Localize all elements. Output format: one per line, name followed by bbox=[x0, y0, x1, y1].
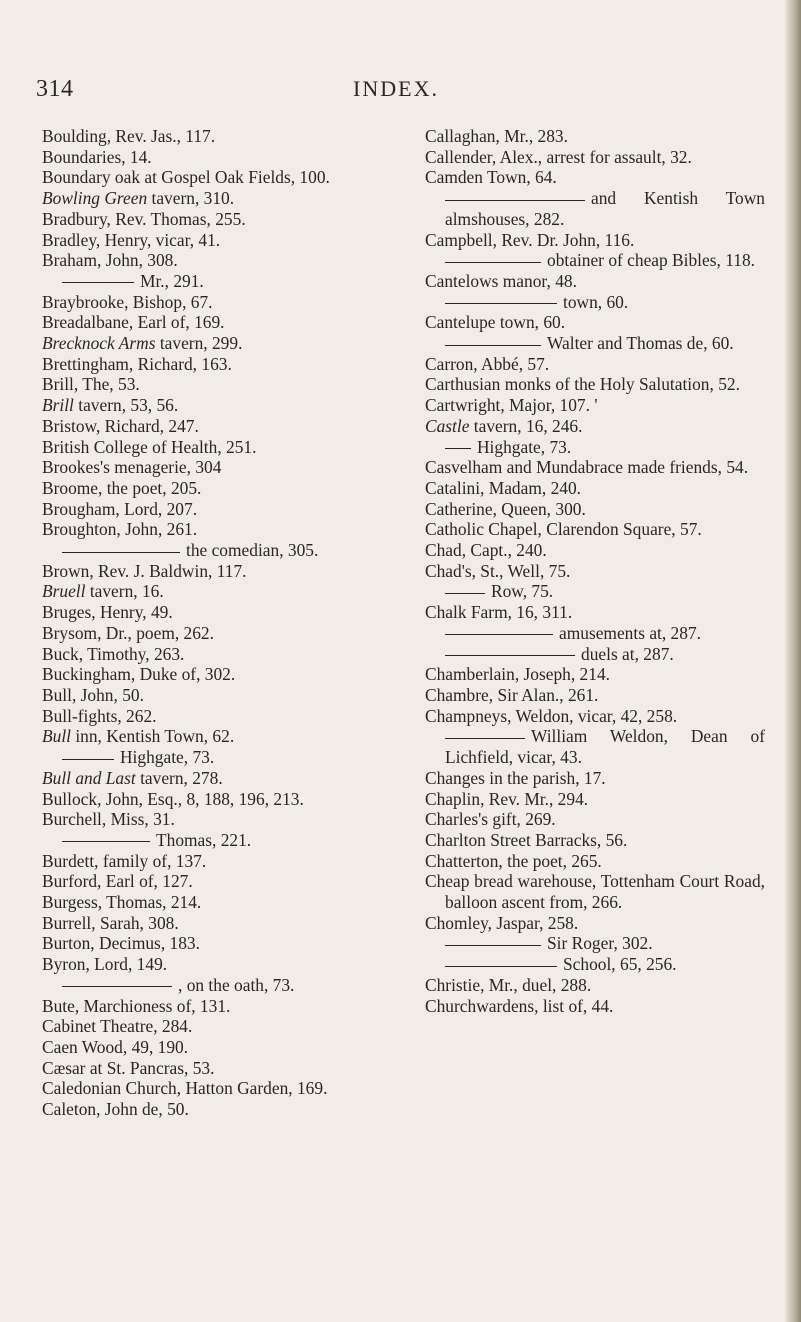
entry-text: Brill, The, 53. bbox=[42, 374, 140, 395]
index-entry bbox=[425, 726, 765, 767]
ditto-dash bbox=[445, 262, 541, 263]
index-entry bbox=[425, 499, 765, 520]
entry-text: Burchell, Miss, 31. bbox=[42, 809, 175, 830]
entry-text: Callaghan, Mr., 283. bbox=[425, 126, 568, 146]
index-entry bbox=[42, 312, 400, 333]
entry-text: amusements at, 287. bbox=[559, 622, 701, 643]
index-entry bbox=[42, 374, 400, 395]
page-header bbox=[36, 76, 756, 106]
entry-text: Broome, the poet, 205. bbox=[42, 477, 202, 498]
index-entry bbox=[42, 726, 400, 747]
index-entry bbox=[42, 644, 400, 665]
entry-text: Bradbury, Rev. Thomas, 255. bbox=[42, 208, 246, 229]
index-entry bbox=[425, 561, 765, 582]
index-entry bbox=[42, 354, 400, 375]
entry-text: Bull, John, 50. bbox=[42, 684, 144, 705]
entry-text: , on the oath, 73. bbox=[178, 974, 295, 995]
index-entry bbox=[425, 975, 765, 996]
ditto-dash bbox=[445, 945, 541, 946]
index-entry bbox=[425, 416, 765, 437]
entry-text: duels at, 287. bbox=[581, 643, 674, 664]
index-entry bbox=[425, 809, 765, 830]
entry-text: Charlton Street Barracks, 56. bbox=[425, 829, 628, 850]
index-entry bbox=[42, 602, 400, 623]
index-entry bbox=[42, 996, 400, 1017]
ditto-dash bbox=[445, 966, 557, 967]
index-entry bbox=[42, 664, 400, 685]
entry-text: Caledonian Church, Hatton Garden, 169. bbox=[42, 1078, 328, 1099]
index-entry bbox=[425, 768, 765, 789]
entry-text: Bull-fights, 262. bbox=[42, 705, 157, 726]
page-number: 314 bbox=[36, 76, 74, 102]
index-entry bbox=[42, 147, 400, 168]
entry-text: Brysom, Dr., poem, 262. bbox=[42, 622, 214, 643]
ditto-dash bbox=[445, 345, 541, 346]
entry-text: Mr., 291. bbox=[140, 270, 204, 291]
index-column-right bbox=[425, 126, 765, 1016]
entry-text: Breadalbane, Earl of, 169. bbox=[42, 312, 225, 333]
ditto-dash bbox=[62, 841, 150, 842]
index-entry bbox=[425, 457, 765, 478]
index-entry bbox=[425, 706, 765, 727]
ditto-dash bbox=[445, 448, 471, 449]
entry-text: Carron, Abbé, 57. bbox=[425, 353, 550, 374]
entry-text: Chomley, Jaspar, 258. bbox=[425, 912, 579, 933]
entry-text: Carthusian monks of the Holy Salutation, 52. bbox=[425, 374, 740, 395]
index-entry bbox=[42, 933, 400, 954]
entry-text: Chatterton, the poet, 265. bbox=[425, 850, 602, 871]
entry-text: tavern, 310. bbox=[147, 188, 235, 209]
index-entry bbox=[42, 913, 400, 934]
index-entry bbox=[42, 1078, 400, 1099]
index-entry bbox=[42, 126, 400, 147]
entry-text: the comedian, 305. bbox=[186, 540, 319, 561]
index-entry bbox=[42, 395, 400, 416]
index-entry bbox=[425, 354, 765, 375]
index-entry bbox=[42, 519, 400, 540]
entry-text: Boundaries, 14. bbox=[42, 146, 152, 167]
index-entry bbox=[42, 975, 400, 996]
entry-text: and Kentish Town almshouses, 282. bbox=[445, 188, 765, 229]
index-entry bbox=[425, 540, 765, 561]
index-entry bbox=[425, 271, 765, 292]
entry-text: tavern, 278. bbox=[135, 767, 223, 788]
entry-text: Bradley, Henry, vicar, 41. bbox=[42, 229, 221, 250]
entry-text: Camden Town, 64. bbox=[425, 167, 557, 188]
entry-text: Boundary oak at Gospel Oak Fields, 100. bbox=[42, 167, 330, 188]
entry-text: Brettingham, Richard, 163. bbox=[42, 353, 232, 374]
entry-text: Caleton, John de, 50. bbox=[42, 1099, 189, 1120]
index-entry bbox=[425, 374, 765, 395]
index-entry bbox=[42, 1037, 400, 1058]
index-entry bbox=[42, 561, 400, 582]
index-entry bbox=[42, 851, 400, 872]
entry-text: Brookes's menagerie, 304 bbox=[42, 457, 222, 478]
entry-text: Bute, Marchioness of, 131. bbox=[42, 995, 231, 1016]
index-entry bbox=[425, 126, 765, 147]
entry-text: Boulding, Rev. Jas., 117. bbox=[42, 126, 216, 146]
index-entry bbox=[42, 871, 400, 892]
entry-text: Chalk Farm, 16, 311. bbox=[425, 602, 573, 623]
entry-text: inn, Kentish Town, 62. bbox=[70, 726, 235, 747]
index-entry bbox=[42, 685, 400, 706]
entry-text: Cæsar at St. Pancras, 53. bbox=[42, 1057, 215, 1078]
ditto-dash bbox=[445, 593, 485, 594]
index-entry bbox=[42, 271, 400, 292]
index-entry bbox=[42, 540, 400, 561]
entry-text: Bruges, Henry, 49. bbox=[42, 602, 173, 623]
index-entry bbox=[42, 1016, 400, 1037]
entry-text: tavern, 16. bbox=[85, 581, 164, 602]
index-entry bbox=[425, 312, 765, 333]
index-entry bbox=[425, 644, 765, 665]
entry-text: Byron, Lord, 149. bbox=[42, 954, 168, 975]
entry-text: Highgate, 73. bbox=[120, 747, 215, 768]
ditto-dash bbox=[62, 552, 180, 553]
ditto-dash bbox=[62, 759, 114, 760]
entry-italic-name: Bull and Last bbox=[42, 767, 136, 788]
index-entry bbox=[42, 478, 400, 499]
entry-text: Burrell, Sarah, 308. bbox=[42, 912, 179, 933]
entry-text: Campbell, Rev. Dr. John, 116. bbox=[425, 229, 635, 250]
entry-text: Chad, Capt., 240. bbox=[425, 540, 547, 561]
entry-text: Charles's gift, 269. bbox=[425, 809, 556, 830]
index-entry bbox=[425, 230, 765, 251]
index-entry bbox=[425, 996, 765, 1017]
index-entry bbox=[42, 830, 400, 851]
entry-text: Catholic Chapel, Clarendon Square, 57. bbox=[425, 519, 702, 540]
entry-italic-name: Brecknock Arms bbox=[42, 333, 156, 354]
index-entry bbox=[425, 851, 765, 872]
entry-italic-name: Bull bbox=[42, 726, 71, 747]
entry-text: Brown, Rev. J. Baldwin, 117. bbox=[42, 560, 247, 581]
index-entry bbox=[42, 230, 400, 251]
index-entry bbox=[425, 333, 765, 354]
index-entry bbox=[425, 292, 765, 313]
entry-text: Walter and Thomas de, 60. bbox=[547, 333, 734, 354]
entry-text: Christie, Mr., duel, 288. bbox=[425, 974, 592, 995]
entry-text: Catherine, Queen, 300. bbox=[425, 498, 586, 519]
index-entry bbox=[425, 789, 765, 810]
entry-text: Cantelows manor, 48. bbox=[425, 270, 577, 291]
entry-text: town, 60. bbox=[563, 291, 629, 312]
entry-text: Bristow, Richard, 247. bbox=[42, 415, 199, 436]
index-entry bbox=[42, 706, 400, 727]
entry-text: tavern, 16, 246. bbox=[469, 415, 583, 436]
index-entry bbox=[425, 581, 765, 602]
index-entry bbox=[42, 789, 400, 810]
entry-text: Braybrooke, Bishop, 67. bbox=[42, 291, 213, 312]
ditto-dash bbox=[445, 200, 585, 201]
entry-text: Cantelupe town, 60. bbox=[425, 312, 566, 333]
index-entry bbox=[42, 457, 400, 478]
index-entry bbox=[42, 188, 400, 209]
entry-text: obtainer of cheap Bibles, 118. bbox=[547, 250, 755, 271]
entry-text: William Weldon, Dean of Lichfield, vicar, 43. bbox=[445, 726, 765, 768]
entry-text: Chamberlain, Joseph, 214. bbox=[425, 664, 610, 685]
entry-text: Braham, John, 308. bbox=[42, 250, 178, 271]
ditto-dash bbox=[62, 282, 134, 283]
entry-text: Brougham, Lord, 207. bbox=[42, 498, 198, 519]
index-entry bbox=[425, 664, 765, 685]
index-entry bbox=[42, 416, 400, 437]
index-entry bbox=[42, 809, 400, 830]
entry-text: Callender, Alex., arrest for assault, 32. bbox=[425, 146, 692, 167]
ditto-dash bbox=[445, 655, 575, 656]
entry-text: Row, 75. bbox=[491, 581, 554, 602]
entry-text: Highgate, 73. bbox=[477, 436, 572, 457]
index-entry bbox=[425, 188, 765, 229]
entry-text: Chambre, Sir Alan., 261. bbox=[425, 684, 599, 705]
entry-text: Broughton, John, 261. bbox=[42, 519, 198, 540]
index-entry bbox=[42, 623, 400, 644]
index-entry bbox=[42, 437, 400, 458]
ditto-dash bbox=[445, 738, 525, 739]
index-entry bbox=[425, 602, 765, 623]
index-entry bbox=[425, 437, 765, 458]
entry-text: Caen Wood, 49, 190. bbox=[42, 1036, 189, 1057]
entry-text: Burdett, family of, 137. bbox=[42, 850, 207, 871]
index-entry bbox=[425, 395, 765, 416]
index-entry bbox=[42, 1058, 400, 1079]
index-entry bbox=[42, 250, 400, 271]
index-entry bbox=[42, 747, 400, 768]
index-entry bbox=[425, 250, 765, 271]
entry-text: Bullock, John, Esq., 8, 188, 196, 213. bbox=[42, 788, 304, 809]
entry-italic-name: Brill bbox=[42, 395, 74, 416]
index-column-left bbox=[42, 126, 400, 1120]
index-entry bbox=[425, 519, 765, 540]
index-entry bbox=[425, 167, 765, 188]
index-entry bbox=[42, 954, 400, 975]
entry-italic-name: Bruell bbox=[42, 581, 86, 602]
entry-text: Burford, Earl of, 127. bbox=[42, 871, 193, 892]
entry-text: British College of Health, 251. bbox=[42, 436, 257, 457]
index-entry bbox=[42, 499, 400, 520]
index-entry bbox=[42, 292, 400, 313]
entry-text: tavern, 53, 56. bbox=[73, 395, 179, 416]
index-entry bbox=[425, 954, 765, 975]
index-entry bbox=[425, 871, 765, 912]
index-entry bbox=[42, 1099, 400, 1120]
entry-text: Buck, Timothy, 263. bbox=[42, 643, 185, 664]
page-edge bbox=[785, 0, 801, 1322]
entry-text: Casvelham and Mundabrace made friends, 54. bbox=[425, 457, 749, 478]
index-entry bbox=[425, 147, 765, 168]
ditto-dash bbox=[445, 634, 553, 635]
entry-text: Chaplin, Rev. Mr., 294. bbox=[425, 788, 589, 809]
index-entry bbox=[425, 913, 765, 934]
entry-text: Buckingham, Duke of, 302. bbox=[42, 664, 236, 685]
index-entry bbox=[42, 581, 400, 602]
index-entry bbox=[42, 768, 400, 789]
entry-text: Cheap bread warehouse, Tottenham Court Road, balloon ascent from, 266. bbox=[425, 871, 765, 913]
entry-text: Burton, Decimus, 183. bbox=[42, 933, 200, 954]
entry-text: Catalini, Madam, 240. bbox=[425, 477, 582, 498]
entry-text: School, 65, 256. bbox=[563, 954, 677, 975]
index-entry bbox=[42, 167, 400, 188]
entry-text: Chad's, St., Well, 75. bbox=[425, 560, 571, 581]
entry-text: Burgess, Thomas, 214. bbox=[42, 892, 202, 913]
running-title: INDEX. bbox=[353, 76, 439, 101]
index-entry bbox=[425, 830, 765, 851]
entry-italic-name: Bowling Green bbox=[42, 188, 148, 209]
entry-text: Changes in the parish, 17. bbox=[425, 767, 606, 788]
entry-text: Churchwardens, list of, 44. bbox=[425, 995, 614, 1016]
ditto-dash bbox=[445, 303, 557, 304]
index-entry bbox=[42, 333, 400, 354]
index-entry bbox=[425, 685, 765, 706]
entry-text: tavern, 299. bbox=[155, 333, 243, 354]
index-entry bbox=[425, 623, 765, 644]
entry-text: Champneys, Weldon, vicar, 42, 258. bbox=[425, 705, 678, 726]
index-entry bbox=[425, 478, 765, 499]
index-entry bbox=[42, 209, 400, 230]
entry-text: Cartwright, Major, 107. ' bbox=[425, 395, 598, 416]
index-entry bbox=[425, 933, 765, 954]
entry-text: Cabinet Theatre, 284. bbox=[42, 1016, 193, 1037]
index-entry bbox=[42, 892, 400, 913]
entry-text: Sir Roger, 302. bbox=[547, 933, 653, 954]
entry-text: Thomas, 221. bbox=[156, 829, 252, 850]
ditto-dash bbox=[62, 986, 172, 987]
entry-italic-name: Castle bbox=[425, 415, 470, 436]
